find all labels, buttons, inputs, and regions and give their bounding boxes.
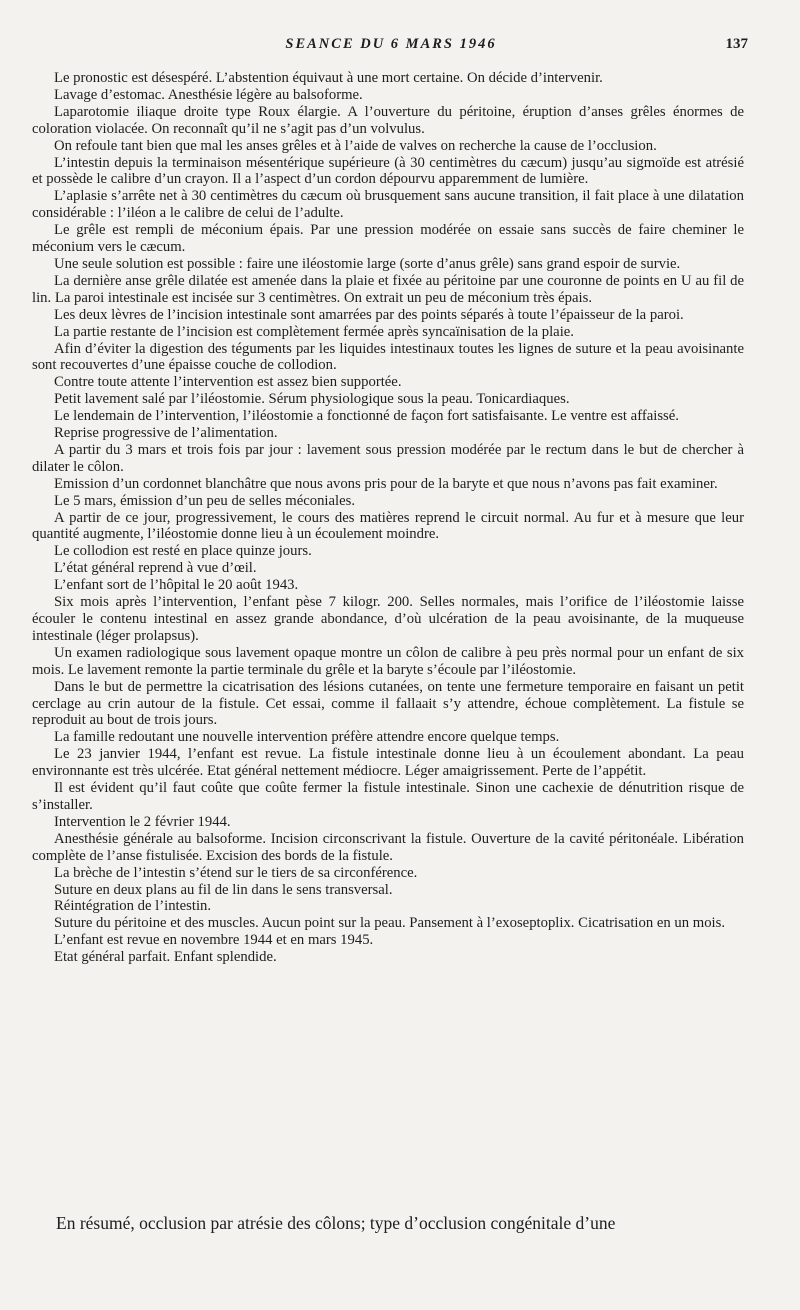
paragraph: Anesthésie générale au balsoforme. Incision circonscrivant la fistule. Ouverture de la cavité péritonéale. Libération complète de l’anse fistulisée. Excision des bords de la fistule.	[32, 830, 744, 864]
paragraph: L’état général reprend à vue d’œil.	[54, 560, 257, 577]
paragraph: Le pronostic est désespéré. L’abstention équivaut à une mort certaine. On décide d’intervenir.	[54, 70, 603, 86]
paragraph: Il est évident qu’il faut coûte que coûte fermer la fistule intestinale. Sinon une cachexie de dénutrition risque de s’installer.	[32, 780, 744, 813]
paragraph: L’enfant sort de l’hôpital le 20 août 1943.	[54, 577, 299, 594]
running-title: SEANCE DU 6 MARS 1946	[285, 36, 497, 52]
paragraph: Contre toute attente l’intervention est assez bien supportée.	[54, 374, 402, 391]
paragraph: Le 23 janvier 1944, l’enfant est revue. La fistule intestinale donne lieu à un écoulement abondant. La peau environnante est très ulcérée. Etat général nettement médiocre. Léger amaigrissement. Perte de l’appétit.	[32, 746, 744, 780]
paragraph: Le lendemain de l’intervention, l’iléostomie a fonctionné de façon fort satisfaisante. Le ventre est affaissé.	[54, 408, 679, 425]
paragraph: Lavage d’estomac. Anesthésie légère au balsoforme.	[54, 86, 363, 103]
paragraph: Suture du péritoine et des muscles. Aucun point sur la peau. Pansement à l’exoseptoplix. Cicatrisation en un mois.	[54, 915, 726, 932]
paragraph: Le 5 mars, émission d’un peu de selles méconiales.	[54, 492, 356, 509]
paragraph: Laparotomie iliaque droite type Roux élargie. A l’ouverture du péritoine, éruption d’anses grêles énormes de coloration violacée. On reconnaît qu’il ne s’agit pas d’un volvulus.	[32, 103, 744, 137]
paragraph: A partir du 3 mars et trois fois par jour : lavement sous pression modérée par le rectum dans le but de chercher à dilater le côlon.	[32, 441, 744, 475]
paragraph: Etat général parfait. Enfant splendide.	[54, 949, 277, 966]
paragraph: Reprise progressive de l’alimentation.	[54, 425, 278, 442]
paragraph: Les deux lèvres de l’incision intestinale sont amarrées par des points séparés à toute l’épaisseur de la paroi.	[54, 306, 684, 323]
paragraph: Six mois après l’intervention, l’enfant pèse 7 kilogr. 200. Selles normales, mais l’orifice de l’iléostomie laisse écouler le contenu intestinal en assez grande abondance, d’où ulcération de la peau avoisinante, de la muqueuse intestinale (léger prolapsus).	[32, 594, 744, 644]
paragraph: Suture en deux plans au fil de lin dans le sens transversal.	[54, 881, 393, 898]
paragraph: La partie restante de l’incision est complètement fermée après syncaïnisation de la plaie.	[54, 323, 574, 340]
page-header	[34, 36, 748, 58]
paragraph: Intervention le 2 février 1944.	[54, 813, 231, 830]
summary-line: En résumé, occlusion par atrésie des côlons; type d’occlusion congénitale d’une	[56, 1213, 616, 1233]
paragraph: L’intestin depuis la terminaison mésentérique supérieure (à 30 centimètres du cæcum) jusqu’au sigmoïde est atrésié et possède le calibre d’un crayon. Il a l’aspect d’un cordon dépourvu apparemment de lumière.	[32, 154, 744, 188]
paragraph: Un examen radiologique sous lavement opaque montre un côlon de calibre à peu près normal pour un enfant de six mois. Le lavement remonte la partie terminale du grêle et la baryte s’écoule par l’iléostomie.	[32, 644, 744, 678]
paragraph: L’enfant est revue en novembre 1944 et en mars 1945.	[54, 932, 374, 949]
paragraph: L’aplasie s’arrête net à 30 centimètres du cæcum où brusquement sans aucune transition, il fait place à une dilatation considérable : l’iléon a le calibre de celui de l’adulte.	[32, 188, 744, 222]
paragraph: Réintégration de l’intestin.	[54, 898, 212, 915]
paragraph: La brèche de l’intestin s’étend sur le tiers de sa circonférence.	[54, 864, 418, 881]
paragraph: On refoule tant bien que mal les anses grêles et à l’aide de valves on recherche la cause de l’occlusion.	[54, 137, 657, 154]
paragraph: Emission d’un cordonnet blanchâtre que nous avons pris pour de la baryte et que nous n’avons pas fait examiner.	[54, 475, 718, 492]
paragraph: A partir de ce jour, progressivement, le cours des matières reprend le circuit normal. Au fur et à mesure que leur quantité augmente, l’iléostomie donne lieu à un écoulement moindre.	[32, 509, 744, 543]
paragraph: La dernière anse grêle dilatée est amenée dans la plaie et fixée au péritoine par une couronne de points en U au fil de lin. La paroi intestinale est incisée sur 3 centimètres. On extrait un peu de méconium très épais.	[32, 272, 744, 306]
paragraph: Afin d’éviter la digestion des téguments par les liquides intestinaux toutes les lignes de suture et la peau avoisinante sont recouvertes d’une épaisse couche de collodion.	[32, 340, 744, 374]
paragraph: Dans le but de permettre la cicatrisation des lésions cutanées, on tente une fermeture temporaire en faisant un petit cerclage au crin autour de la fistule. Cet essai, comme il fallaait s’y attendre, échoue complètement. La fistule se reproduit au bout de trois jours.	[32, 678, 744, 729]
paragraph: Une seule solution est possible : faire une iléostomie large (sorte d’anus grêle) sans grand espoir de survie.	[54, 255, 681, 272]
paragraph: Le grêle est rempli de méconium épais. Par une pression modérée on essaie sans succès de faire cheminer le méconium vers le cæcum.	[32, 222, 744, 256]
paragraph: Petit lavement salé par l’iléostomie. Sérum physiologique sous la peau. Tonicardiaques.	[54, 391, 570, 408]
paragraph: La famille redoutant une nouvelle intervention préfère attendre encore quelque temps.	[54, 729, 560, 746]
page-number: 137	[725, 36, 748, 52]
body-text	[32, 70, 744, 966]
paragraph: Le collodion est resté en place quinze jours.	[54, 543, 312, 560]
